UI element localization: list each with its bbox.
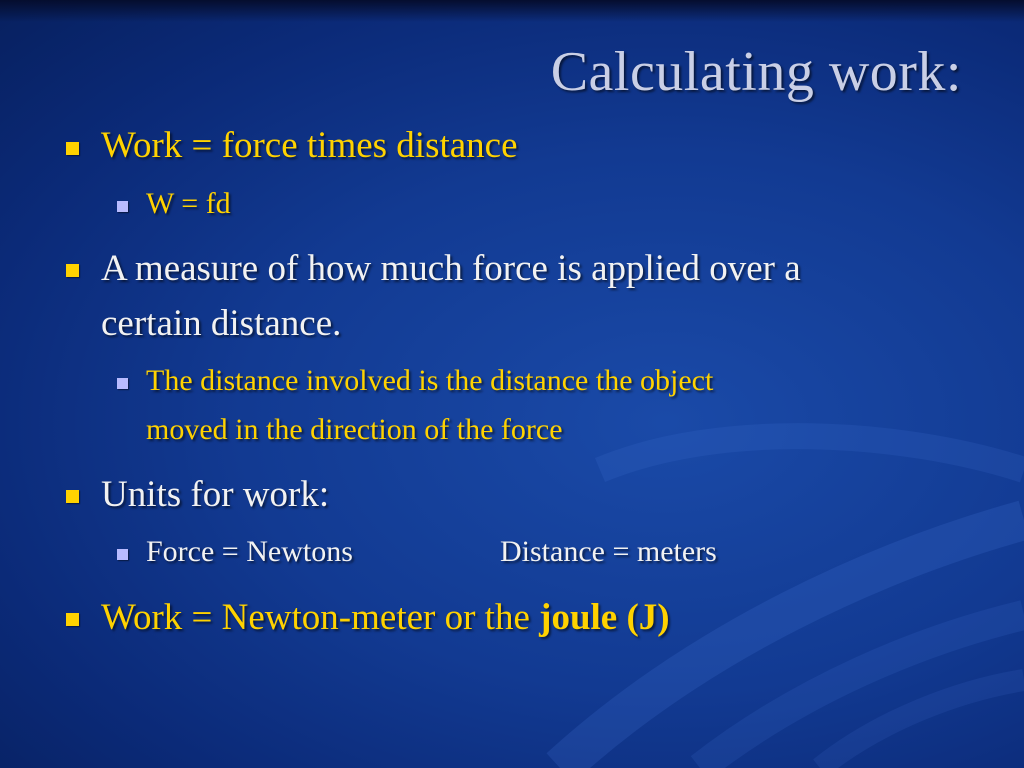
bullet-work-equation-text: Work = force times distance [101, 125, 518, 166]
bullet-work-equation [101, 124, 518, 167]
bullet-joule [101, 596, 670, 639]
slide-title: Calculating work: [550, 41, 962, 103]
bullet-units: Units for work: [101, 474, 330, 515]
bullet-level2-marker [117, 201, 128, 212]
bullet-level2-marker [117, 378, 128, 389]
bullet-level2-marker [117, 549, 128, 560]
bullet-level1-marker [66, 490, 79, 503]
bullet-joule-emphasis: joule (J) [539, 597, 670, 638]
bullet-level1-marker [66, 613, 79, 626]
bullet-level1-marker [66, 264, 79, 277]
bullet-joule-prefix: Work = Newton-meter or the [101, 597, 540, 638]
sub-bullet-force-units: Force = Newtons [146, 535, 353, 568]
bullet-level1-marker [66, 142, 79, 155]
sub-bullet-distance-units: Distance = meters [500, 535, 717, 568]
sub-bullet-distance-line2: moved in the direction of the force [146, 413, 563, 446]
bullet-measure-line1: A measure of how much force is applied over a [101, 248, 801, 289]
bullet-measure-line2: certain distance. [101, 303, 342, 344]
sub-bullet-distance-line1: The distance involved is the distance the object [146, 364, 714, 397]
sub-bullet-formula: W = fd [146, 187, 231, 220]
